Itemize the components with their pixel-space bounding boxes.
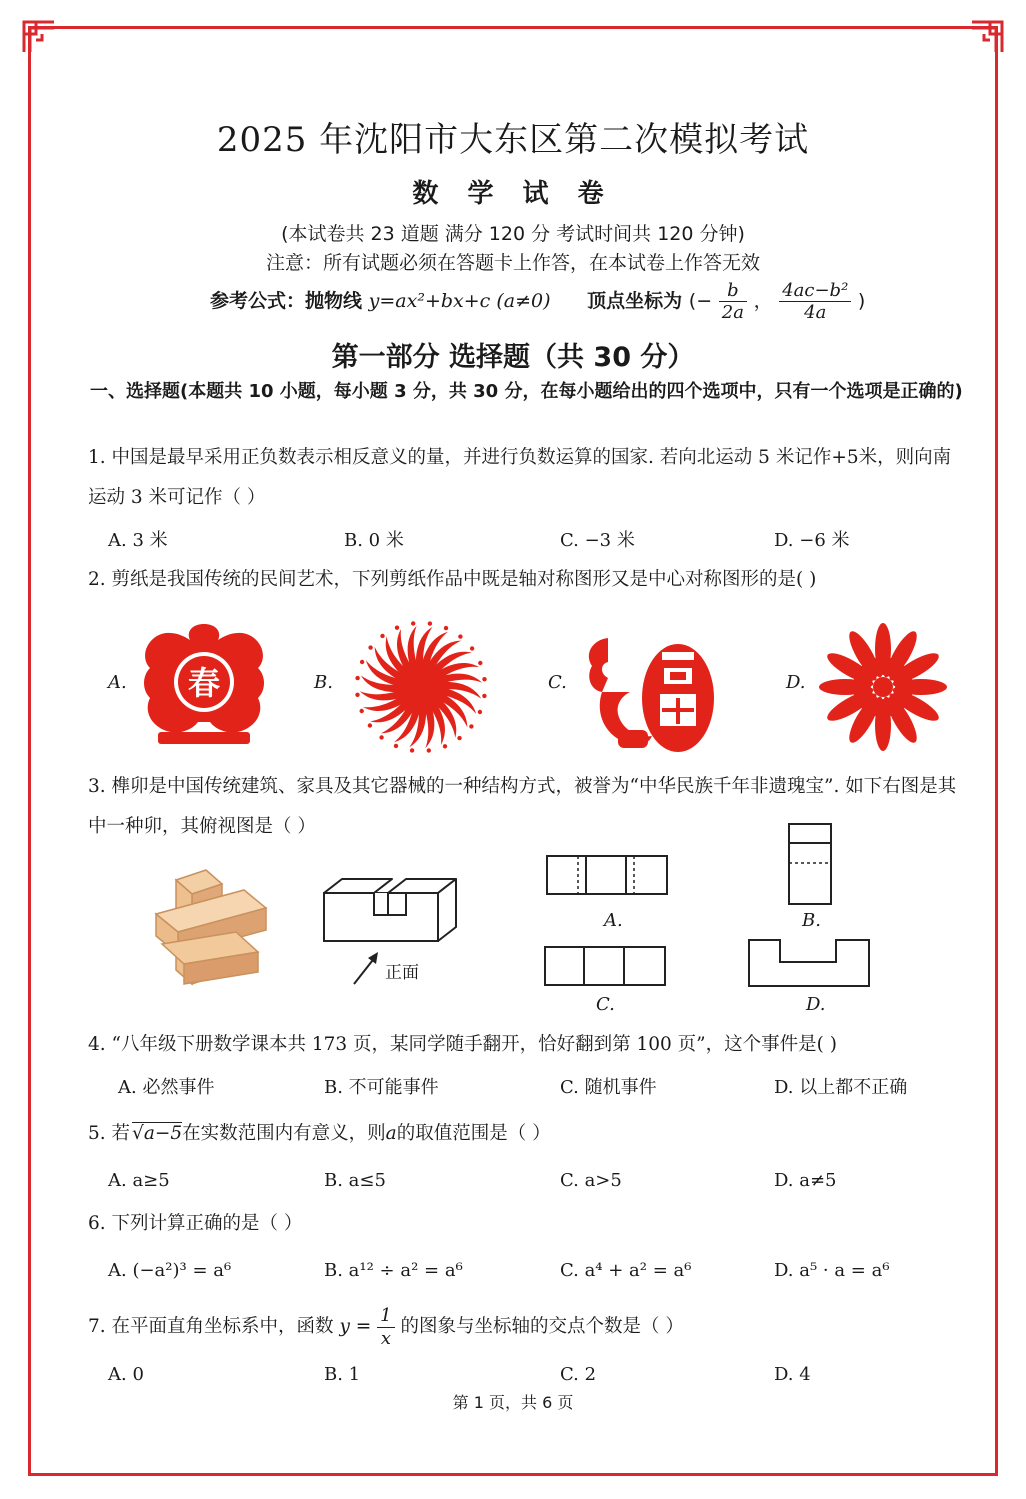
question-1-options [108, 526, 968, 558]
option-d[interactable]: D. a⁵ · a = a⁶ [774, 1260, 890, 1281]
spiral-dot [394, 744, 398, 748]
option-b[interactable]: B. 不可能事件 [324, 1077, 439, 1098]
corner-ornament-icon [970, 20, 1004, 54]
spiral-dot [478, 710, 482, 714]
wooden-joint-image [148, 862, 274, 992]
formula-expression: y=ax²+bx+c (a≠0) [368, 290, 551, 312]
spiral-dot [360, 709, 364, 713]
option-a-label[interactable]: A. [108, 672, 127, 693]
option-c[interactable]: C. −3 米 [560, 530, 635, 551]
option-a[interactable]: A. 必然事件 [118, 1077, 215, 1098]
option-b[interactable]: B. 1 [324, 1364, 361, 1385]
option-c-label[interactable]: C. [548, 672, 567, 693]
mortise-3d-figure [320, 875, 460, 945]
papercut-spiral-image[interactable] [352, 618, 490, 756]
vertex-frac-x [719, 280, 747, 323]
question-7-suffix: 的图象与坐标轴的交点个数是（ ） [400, 1316, 684, 1337]
question-2: 2. 剪纸是我国传统的民间艺术，下列剪纸作品中既是轴对称图形又是中心对称图形的是( ) [88, 569, 817, 590]
option-d[interactable]: D. a≠5 [774, 1170, 837, 1191]
top-view-option-c[interactable] [544, 946, 666, 986]
top-view-option-b[interactable] [788, 823, 832, 905]
option-a[interactable]: A. 0 [108, 1364, 144, 1385]
spiral-dot [469, 724, 473, 728]
option-a[interactable]: A. a≥5 [108, 1170, 170, 1191]
question-3: 3. 榫卯是中国传统建筑、家具及其它器械的一种结构方式，被誉为“中华民族千年非遗瑰宝”. 如下右图是其中一种卯，其俯视图是（ ） [88, 776, 957, 837]
spiral-dot [457, 736, 461, 740]
spiral-dot [427, 748, 431, 752]
front-arrow-icon [350, 948, 382, 988]
papercut-dragon-fu-image[interactable] [578, 618, 718, 758]
option-c[interactable]: C. 2 [560, 1364, 597, 1385]
frac-num: 4ac−b² [779, 280, 851, 302]
option-d-label[interactable]: D. [806, 994, 826, 1015]
papercut-chun-image[interactable] [138, 620, 270, 748]
option-c[interactable]: C. a>5 [560, 1170, 622, 1191]
exam-info: (本试卷共 23 道题 满分 120 分 考试时间共 120 分钟) [281, 223, 745, 245]
option-b[interactable]: B. 0 米 [344, 530, 404, 551]
question-5-prefix: 5. 若 [88, 1123, 131, 1144]
reference-formula [210, 280, 865, 332]
radicand: a−5 [143, 1123, 183, 1144]
frac-den: 4a [804, 302, 827, 323]
spiral-dot [360, 660, 364, 664]
option-d[interactable]: D. −6 米 [774, 530, 850, 551]
spiral-dot [368, 645, 372, 649]
spiral-dot [368, 723, 372, 727]
question-5-suffix: 的取值范围是（ ） [396, 1123, 551, 1144]
option-b-label[interactable]: B. [802, 910, 821, 931]
front-label: 正面 [385, 963, 419, 983]
spiral-dot [410, 748, 414, 752]
option-d[interactable]: D. 以上都不正确 [774, 1077, 908, 1098]
vertex-label: 顶点坐标为 [587, 290, 683, 312]
option-c-label[interactable]: C. [596, 994, 615, 1015]
question-4-options [118, 1073, 978, 1105]
exam-subtitle: 数 学 试 卷 [412, 179, 614, 209]
question-5-options [108, 1170, 968, 1202]
page-footer: 第 1 页，共 6 页 [452, 1393, 574, 1412]
section-instructions: 一、选择题(本题共 10 小题，每小题 3 分，共 30 分，在每小题给出的四个选项中，只有一个选项是正确的) [90, 381, 963, 402]
frac-num: b [719, 280, 747, 302]
question-7-prefix: 7. 在平面直角坐标系中，函数 [88, 1316, 334, 1337]
option-b[interactable]: B. a≤5 [324, 1170, 386, 1191]
option-d-label[interactable]: D. [786, 672, 806, 693]
spiral-dot [458, 634, 462, 638]
question-5-var: a [385, 1123, 397, 1144]
papercut-flower-image[interactable] [816, 620, 950, 754]
option-a[interactable]: A. 3 米 [108, 530, 168, 551]
spiral-dot [379, 735, 383, 739]
spiral-dot [380, 634, 384, 638]
spiral-dot [443, 744, 447, 748]
spiral-dot [395, 626, 399, 630]
question-1: 1. 中国是最早采用正负数表示相反意义的量，并进行负数运算的国家. 若向北运动 5 米记作+5米，则向南运动 3 米可记作（ ） [88, 447, 952, 508]
question-4: 4. “八年级下册数学课本共 173 页，某同学随手翻开，恰好翻到第 100 页”，这个事件是( ) [88, 1034, 837, 1055]
spiral-dot [478, 661, 482, 665]
vertex-comma: ， [753, 290, 773, 312]
question-6: 6. 下列计算正确的是（ ） [88, 1213, 303, 1234]
vertex-close: ) [857, 290, 866, 312]
spiral-dot [428, 621, 432, 625]
option-d[interactable]: D. 4 [774, 1364, 811, 1385]
spiral-dot [355, 693, 359, 697]
option-c[interactable]: C. a⁴ + a² = a⁶ [560, 1260, 692, 1281]
spiral-dot [482, 677, 486, 681]
frac-den: x [380, 1327, 391, 1349]
option-a[interactable]: A. (−a²)³ = a⁶ [108, 1260, 232, 1281]
option-a-label[interactable]: A. [604, 910, 623, 931]
option-b[interactable]: B. a¹² ÷ a² = a⁶ [324, 1260, 463, 1281]
frac-num: 1 [377, 1305, 394, 1328]
exam-notice: 注意：所有试题必须在答题卡上作答，在本试卷上作答无效 [265, 252, 760, 274]
spiral-dot [355, 676, 359, 680]
option-c[interactable]: C. 随机事件 [560, 1077, 657, 1098]
question-6-options [108, 1260, 968, 1292]
question-7 [88, 1300, 968, 1354]
spiral-dot [411, 621, 415, 625]
spiral-dot [444, 626, 448, 630]
option-b-label[interactable]: B. [314, 672, 333, 693]
question-5 [88, 1114, 968, 1154]
top-view-option-a[interactable] [546, 855, 668, 895]
function-lhs: y = [339, 1316, 372, 1337]
function-fraction [377, 1305, 394, 1350]
vertex-frac-y [779, 280, 851, 323]
spiral-dot [482, 694, 486, 698]
corner-ornament-icon [22, 20, 56, 54]
vertex-open: (− [688, 290, 713, 312]
formula-label: 参考公式：抛物线 [210, 290, 363, 312]
radical-expression: √a−5 [132, 1123, 183, 1144]
spiral-dot [470, 646, 474, 650]
top-view-option-d[interactable] [748, 936, 870, 988]
question-5-body: 在实数范围内有意义，则 [182, 1123, 386, 1144]
frac-den: 2a [721, 302, 744, 323]
exam-title: 2025 年沈阳市大东区第二次模拟考试 [216, 120, 810, 160]
papercut-chun-glyph: 春 [187, 664, 221, 702]
part-title: 第一部分 选择题（共 30 分） [331, 342, 695, 373]
